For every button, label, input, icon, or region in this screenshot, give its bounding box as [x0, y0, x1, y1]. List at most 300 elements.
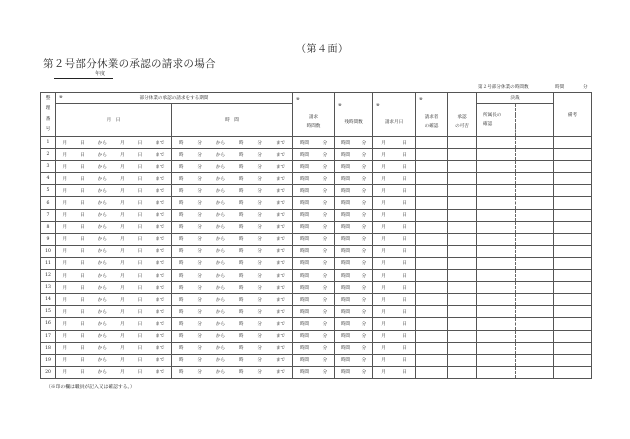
- supervisor-confirm-cell[interactable]: [477, 318, 516, 330]
- date-range-cell[interactable]: [56, 149, 172, 161]
- request-date-cell[interactable]: [373, 342, 416, 354]
- remarks-cell[interactable]: [554, 185, 592, 197]
- date-range-cell[interactable]: [56, 173, 172, 185]
- request-date-cell-unit: 月: [381, 152, 386, 158]
- date-range-cell[interactable]: [56, 354, 172, 366]
- time-range-cell[interactable]: [172, 137, 293, 149]
- requester-confirm-cell[interactable]: [416, 342, 448, 354]
- remarks-cell[interactable]: [554, 149, 592, 161]
- time-range-cell-unit: 時: [238, 140, 244, 146]
- time-range-cell-unit: 時: [178, 152, 184, 158]
- remaining-hours-cell-unit: 時間: [340, 201, 351, 207]
- requested-hours-cell[interactable]: [293, 161, 335, 173]
- header-supervisor-confirm: 所属長の 確認: [477, 104, 516, 137]
- remarks-cell[interactable]: [554, 270, 592, 282]
- request-date-cell[interactable]: [373, 294, 416, 306]
- remaining-hours-cell-unit: 時間: [340, 285, 351, 291]
- time-range-cell[interactable]: [172, 185, 293, 197]
- time-range-cell-unit: 分: [257, 321, 262, 327]
- decision-blank-cell[interactable]: [516, 245, 554, 257]
- supervisor-confirm-cell[interactable]: [477, 330, 516, 342]
- decision-blank-cell[interactable]: [516, 185, 554, 197]
- request-date-cell-unit: 月: [381, 176, 386, 182]
- request-date-cell-unit: 月: [381, 237, 386, 243]
- date-range-cell[interactable]: [56, 270, 172, 282]
- supervisor-confirm-cell[interactable]: [477, 161, 516, 173]
- approval-cell[interactable]: [448, 149, 477, 161]
- requester-confirm-cell[interactable]: [416, 366, 448, 378]
- approval-cell[interactable]: [448, 257, 477, 269]
- approval-cell[interactable]: [448, 330, 477, 342]
- time-range-cell-unit: まで: [275, 273, 286, 279]
- remarks-cell[interactable]: [554, 257, 592, 269]
- requested-hours-cell[interactable]: [293, 342, 335, 354]
- remaining-hours-cell[interactable]: [335, 245, 373, 257]
- requested-hours-cell[interactable]: [293, 245, 335, 257]
- remaining-hours-cell[interactable]: [335, 294, 373, 306]
- time-range-cell[interactable]: [172, 354, 293, 366]
- date-range-cell-unit: 日: [137, 321, 143, 327]
- requested-hours-cell[interactable]: [293, 282, 335, 294]
- requester-confirm-cell[interactable]: [416, 318, 448, 330]
- time-range-cell[interactable]: [172, 257, 293, 269]
- row-number: 9: [41, 233, 56, 245]
- request-date-cell[interactable]: [373, 209, 416, 221]
- requester-confirm-cell[interactable]: [416, 257, 448, 269]
- requester-confirm-cell[interactable]: [416, 197, 448, 209]
- approval-cell[interactable]: [448, 366, 477, 378]
- remaining-hours-cell[interactable]: [335, 318, 373, 330]
- requester-confirm-cell[interactable]: [416, 354, 448, 366]
- approval-cell[interactable]: [448, 270, 477, 282]
- remaining-hours-cell[interactable]: [335, 209, 373, 221]
- date-range-cell-unit: から: [97, 176, 107, 182]
- remaining-hours-cell-unit: 時間: [340, 237, 351, 243]
- request-date-cell[interactable]: [373, 197, 416, 209]
- time-range-cell-unit: 分: [197, 273, 202, 279]
- time-range-cell[interactable]: [172, 342, 293, 354]
- remarks-cell[interactable]: [554, 354, 592, 366]
- time-range-cell-unit: まで: [275, 140, 286, 146]
- remaining-hours-cell[interactable]: [335, 270, 373, 282]
- date-range-cell-unit: 月: [62, 188, 68, 194]
- remarks-cell[interactable]: [554, 294, 592, 306]
- supervisor-confirm-cell[interactable]: [477, 366, 516, 378]
- remarks-cell[interactable]: [554, 161, 592, 173]
- requested-hours-cell[interactable]: [293, 149, 335, 161]
- supervisor-confirm-cell[interactable]: [477, 149, 516, 161]
- remaining-hours-cell[interactable]: [335, 330, 373, 342]
- time-range-cell[interactable]: [172, 270, 293, 282]
- request-date-cell[interactable]: [373, 330, 416, 342]
- approval-cell[interactable]: [448, 185, 477, 197]
- time-range-cell-unit: 時: [178, 176, 184, 182]
- remaining-hours-cell-unit: 時間: [340, 164, 351, 170]
- remaining-hours-cell[interactable]: [335, 185, 373, 197]
- remaining-hours-cell[interactable]: [335, 282, 373, 294]
- approval-cell[interactable]: [448, 137, 477, 149]
- requested-hours-cell[interactable]: [293, 294, 335, 306]
- requested-hours-cell-unit: 分: [322, 261, 328, 267]
- remarks-cell[interactable]: [554, 221, 592, 233]
- form-title: 第２号部分休業の承認の請求の場合: [43, 58, 216, 70]
- decision-blank-cell[interactable]: [516, 197, 554, 209]
- time-range-cell[interactable]: [172, 330, 293, 342]
- requested-hours-cell-unit: 時間: [299, 285, 310, 291]
- time-range-cell-unit: 時: [178, 346, 184, 352]
- decision-blank-cell[interactable]: [516, 233, 554, 245]
- time-range-cell-unit: 分: [257, 140, 262, 146]
- time-range-cell[interactable]: [172, 366, 293, 378]
- row-number: 14: [41, 294, 56, 306]
- date-range-cell[interactable]: [56, 366, 172, 378]
- date-range-cell[interactable]: [56, 233, 172, 245]
- time-range-cell-unit: から: [215, 273, 226, 279]
- date-range-cell[interactable]: [56, 221, 172, 233]
- time-range-cell[interactable]: [172, 149, 293, 161]
- supervisor-confirm-cell[interactable]: [477, 294, 516, 306]
- approval-cell[interactable]: [448, 173, 477, 185]
- requested-hours-cell[interactable]: [293, 257, 335, 269]
- time-range-cell-unit: 時: [238, 309, 244, 315]
- approval-cell[interactable]: [448, 294, 477, 306]
- decision-blank-cell[interactable]: [516, 354, 554, 366]
- decision-blank-cell[interactable]: [516, 149, 554, 161]
- supervisor-confirm-cell[interactable]: [477, 233, 516, 245]
- requested-hours-cell[interactable]: [293, 197, 335, 209]
- remaining-hours-cell[interactable]: [335, 221, 373, 233]
- date-range-cell[interactable]: [56, 257, 172, 269]
- requested-hours-cell[interactable]: [293, 330, 335, 342]
- decision-blank-cell[interactable]: [516, 318, 554, 330]
- time-range-cell-unit: 分: [257, 152, 262, 158]
- requested-hours-cell[interactable]: [293, 306, 335, 318]
- header-remaining-hours: ※ 残時間数: [335, 93, 373, 137]
- table-row: [41, 257, 592, 269]
- approval-cell[interactable]: [448, 233, 477, 245]
- requested-hours-cell[interactable]: [293, 354, 335, 366]
- request-date-cell-unit: 月: [381, 140, 386, 146]
- requester-confirm-cell[interactable]: [416, 161, 448, 173]
- supervisor-confirm-cell[interactable]: [477, 173, 516, 185]
- remaining-hours-cell[interactable]: [335, 137, 373, 149]
- supervisor-confirm-cell[interactable]: [477, 342, 516, 354]
- row-number: 13: [41, 282, 56, 294]
- approval-cell[interactable]: [448, 342, 477, 354]
- time-range-cell-unit: 分: [257, 164, 262, 170]
- approval-cell[interactable]: [448, 282, 477, 294]
- request-date-cell[interactable]: [373, 161, 416, 173]
- request-date-cell-unit: 月: [381, 273, 386, 279]
- requested-hours-cell[interactable]: [293, 233, 335, 245]
- request-date-cell-unit: 日: [402, 176, 407, 182]
- supervisor-confirm-cell[interactable]: [477, 270, 516, 282]
- remarks-cell[interactable]: [554, 282, 592, 294]
- requested-hours-cell-unit: 時間: [299, 237, 310, 243]
- date-range-cell-unit: まで: [155, 261, 165, 267]
- decision-blank-cell[interactable]: [516, 173, 554, 185]
- requester-confirm-cell[interactable]: [416, 209, 448, 221]
- decision-blank-cell[interactable]: [516, 137, 554, 149]
- table-row: [41, 173, 592, 185]
- time-range-cell-unit: 時: [238, 297, 244, 303]
- requester-confirm-cell[interactable]: [416, 221, 448, 233]
- supervisor-confirm-cell[interactable]: [477, 354, 516, 366]
- remaining-hours-cell[interactable]: [335, 342, 373, 354]
- time-range-cell-unit: 時: [178, 201, 184, 207]
- supervisor-confirm-cell[interactable]: [477, 257, 516, 269]
- time-range-cell-unit: 時: [238, 334, 244, 340]
- decision-blank-cell[interactable]: [516, 282, 554, 294]
- supervisor-confirm-cell[interactable]: [477, 209, 516, 221]
- header-period-group: ※ 部分休業の承認の請求をする期間: [56, 93, 293, 104]
- date-range-cell-unit: まで: [155, 237, 165, 243]
- table-row: [41, 197, 592, 209]
- time-range-cell-unit: から: [215, 370, 226, 376]
- time-range-cell-unit: 時: [178, 358, 184, 364]
- request-date-cell[interactable]: [373, 245, 416, 257]
- remarks-cell[interactable]: [554, 197, 592, 209]
- request-date-cell[interactable]: [373, 173, 416, 185]
- request-date-cell[interactable]: [373, 306, 416, 318]
- date-range-cell[interactable]: [56, 306, 172, 318]
- remarks-cell[interactable]: [554, 306, 592, 318]
- remarks-cell[interactable]: [554, 173, 592, 185]
- requested-hours-cell[interactable]: [293, 318, 335, 330]
- decision-blank-cell[interactable]: [516, 257, 554, 269]
- requested-hours-cell[interactable]: [293, 270, 335, 282]
- date-range-cell[interactable]: [56, 137, 172, 149]
- remarks-cell[interactable]: [554, 245, 592, 257]
- request-date-cell[interactable]: [373, 137, 416, 149]
- date-range-cell-unit: まで: [155, 309, 165, 315]
- requester-confirm-cell[interactable]: [416, 149, 448, 161]
- decision-blank-cell[interactable]: [516, 270, 554, 282]
- date-range-cell[interactable]: [56, 197, 172, 209]
- time-range-cell[interactable]: [172, 245, 293, 257]
- requester-confirm-cell[interactable]: [416, 137, 448, 149]
- remarks-cell[interactable]: [554, 137, 592, 149]
- decision-blank-cell[interactable]: [516, 306, 554, 318]
- decision-blank-cell[interactable]: [516, 161, 554, 173]
- remarks-cell[interactable]: [554, 209, 592, 221]
- time-range-cell[interactable]: [172, 318, 293, 330]
- time-range-cell-unit: 時: [238, 249, 244, 255]
- approval-cell[interactable]: [448, 306, 477, 318]
- requester-confirm-cell[interactable]: [416, 185, 448, 197]
- remaining-hours-cell-unit: 時間: [340, 225, 351, 231]
- requested-hours-cell-unit: 分: [322, 176, 328, 182]
- requested-hours-cell[interactable]: [293, 221, 335, 233]
- date-range-cell-unit: 日: [137, 237, 143, 243]
- remarks-cell[interactable]: [554, 366, 592, 378]
- date-range-cell-unit: まで: [155, 164, 165, 170]
- request-date-cell[interactable]: [373, 270, 416, 282]
- request-date-cell[interactable]: [373, 221, 416, 233]
- approval-cell[interactable]: [448, 221, 477, 233]
- approval-cell[interactable]: [448, 354, 477, 366]
- time-range-cell-unit: まで: [275, 285, 286, 291]
- time-range-cell-unit: まで: [275, 297, 286, 303]
- requester-confirm-cell[interactable]: [416, 294, 448, 306]
- decision-blank-cell[interactable]: [516, 221, 554, 233]
- table-row: [41, 306, 592, 318]
- approval-cell[interactable]: [448, 209, 477, 221]
- date-range-cell[interactable]: [56, 282, 172, 294]
- request-date-cell[interactable]: [373, 233, 416, 245]
- date-range-cell[interactable]: [56, 209, 172, 221]
- date-range-cell[interactable]: [56, 318, 172, 330]
- approval-cell[interactable]: [448, 318, 477, 330]
- remarks-cell[interactable]: [554, 342, 592, 354]
- remaining-hours-cell[interactable]: [335, 306, 373, 318]
- requester-confirm-cell[interactable]: [416, 270, 448, 282]
- remaining-hours-cell[interactable]: [335, 149, 373, 161]
- time-range-cell-unit: 時: [238, 213, 244, 219]
- fiscal-year-label: 年度: [95, 71, 106, 77]
- requester-confirm-cell[interactable]: [416, 245, 448, 257]
- supervisor-confirm-cell[interactable]: [477, 245, 516, 257]
- remaining-hours-cell[interactable]: [335, 161, 373, 173]
- date-range-cell-unit: 日: [80, 370, 85, 376]
- time-range-cell-unit: まで: [275, 334, 286, 340]
- date-range-cell-unit: から: [97, 346, 107, 352]
- request-date-cell-unit: 日: [402, 140, 407, 146]
- date-range-cell-unit: から: [97, 309, 107, 315]
- date-range-cell-unit: 月: [119, 201, 125, 207]
- remaining-hours-cell[interactable]: [335, 366, 373, 378]
- remarks-cell[interactable]: [554, 318, 592, 330]
- time-range-cell-unit: から: [215, 152, 226, 158]
- requested-hours-cell[interactable]: [293, 209, 335, 221]
- time-range-cell-unit: 時: [238, 261, 244, 267]
- row-number: 11: [41, 257, 56, 269]
- time-range-cell-unit: から: [215, 188, 226, 194]
- supervisor-confirm-cell[interactable]: [477, 282, 516, 294]
- requested-hours-cell[interactable]: [293, 173, 335, 185]
- page-label: （第４面）: [296, 44, 349, 55]
- date-range-cell-unit: 月: [119, 164, 125, 170]
- requested-hours-cell[interactable]: [293, 185, 335, 197]
- remaining-hours-cell-unit: 分: [361, 261, 367, 267]
- supervisor-confirm-cell[interactable]: [477, 137, 516, 149]
- decision-blank-cell[interactable]: [516, 294, 554, 306]
- request-date-cell[interactable]: [373, 185, 416, 197]
- time-range-cell[interactable]: [172, 306, 293, 318]
- date-range-cell-unit: 月: [119, 188, 125, 194]
- fiscal-year-input-line[interactable]: [54, 78, 113, 79]
- date-range-cell[interactable]: [56, 161, 172, 173]
- time-range-cell[interactable]: [172, 161, 293, 173]
- request-date-cell[interactable]: [373, 149, 416, 161]
- request-date-cell-unit: 日: [402, 358, 407, 364]
- date-range-cell-unit: から: [97, 273, 107, 279]
- header-approval: 承認 の可否: [448, 93, 477, 137]
- requester-confirm-cell[interactable]: [416, 330, 448, 342]
- remaining-hours-cell[interactable]: [335, 257, 373, 269]
- supervisor-confirm-cell[interactable]: [477, 197, 516, 209]
- remarks-cell[interactable]: [554, 233, 592, 245]
- time-range-cell-unit: 分: [197, 164, 202, 170]
- requester-confirm-cell[interactable]: [416, 173, 448, 185]
- supervisor-confirm-cell[interactable]: [477, 185, 516, 197]
- requested-hours-cell-unit: 分: [322, 237, 328, 243]
- time-range-cell-unit: 分: [257, 273, 262, 279]
- remaining-hours-cell-unit: 時間: [340, 213, 351, 219]
- date-range-cell-unit: 月: [62, 297, 68, 303]
- time-range-cell[interactable]: [172, 282, 293, 294]
- request-date-cell[interactable]: [373, 257, 416, 269]
- requester-confirm-cell[interactable]: [416, 306, 448, 318]
- remaining-hours-cell[interactable]: [335, 354, 373, 366]
- time-range-cell-unit: から: [215, 358, 226, 364]
- requested-hours-cell-unit: 分: [322, 213, 328, 219]
- remaining-hours-cell[interactable]: [335, 197, 373, 209]
- time-range-cell-unit: から: [215, 164, 226, 170]
- request-date-cell[interactable]: [373, 354, 416, 366]
- approval-cell[interactable]: [448, 161, 477, 173]
- supervisor-confirm-cell[interactable]: [477, 221, 516, 233]
- row-number: 10: [41, 245, 56, 257]
- time-range-cell[interactable]: [172, 209, 293, 221]
- time-range-cell[interactable]: [172, 173, 293, 185]
- time-range-cell-unit: 分: [257, 297, 262, 303]
- time-range-cell[interactable]: [172, 221, 293, 233]
- requested-hours-cell-unit: 時間: [299, 346, 310, 352]
- time-range-cell-unit: 時: [178, 285, 184, 291]
- date-range-cell[interactable]: [56, 185, 172, 197]
- table-row: [41, 221, 592, 233]
- time-range-cell-unit: 時: [238, 201, 244, 207]
- requester-confirm-cell[interactable]: [416, 282, 448, 294]
- time-range-cell[interactable]: [172, 197, 293, 209]
- date-range-cell-unit: 月: [119, 249, 125, 255]
- approval-cell[interactable]: [448, 245, 477, 257]
- requested-hours-cell[interactable]: [293, 366, 335, 378]
- request-date-cell-unit: 日: [402, 188, 407, 194]
- requested-hours-cell[interactable]: [293, 137, 335, 149]
- date-range-cell-unit: 月: [119, 346, 125, 352]
- date-range-cell[interactable]: [56, 294, 172, 306]
- decision-blank-cell[interactable]: [516, 366, 554, 378]
- time-range-cell[interactable]: [172, 294, 293, 306]
- date-range-cell[interactable]: [56, 330, 172, 342]
- requester-confirm-cell[interactable]: [416, 233, 448, 245]
- request-date-cell[interactable]: [373, 318, 416, 330]
- supervisor-confirm-cell[interactable]: [477, 306, 516, 318]
- decision-blank-cell[interactable]: [516, 209, 554, 221]
- request-date-cell[interactable]: [373, 282, 416, 294]
- time-range-cell-unit: まで: [275, 188, 286, 194]
- date-range-cell[interactable]: [56, 342, 172, 354]
- decision-blank-cell[interactable]: [516, 342, 554, 354]
- time-range-cell-unit: まで: [275, 261, 286, 267]
- date-range-cell[interactable]: [56, 245, 172, 257]
- requested-hours-cell-unit: 分: [322, 152, 328, 158]
- time-range-cell[interactable]: [172, 233, 293, 245]
- remarks-cell[interactable]: [554, 330, 592, 342]
- date-range-cell-unit: まで: [155, 285, 165, 291]
- remaining-hours-cell[interactable]: [335, 173, 373, 185]
- request-date-cell[interactable]: [373, 366, 416, 378]
- time-range-cell-unit: 時: [178, 273, 184, 279]
- approval-cell[interactable]: [448, 197, 477, 209]
- remaining-hours-cell[interactable]: [335, 233, 373, 245]
- requested-hours-cell-unit: 分: [322, 249, 328, 255]
- time-range-cell-unit: 分: [197, 237, 202, 243]
- decision-blank-cell[interactable]: [516, 330, 554, 342]
- requested-hours-cell-unit: 分: [322, 370, 328, 376]
